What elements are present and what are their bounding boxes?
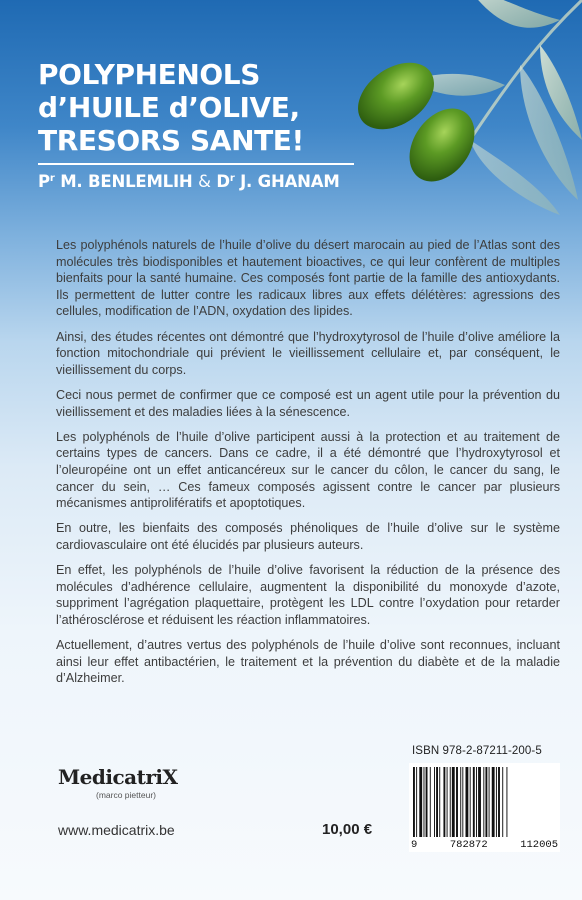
publisher-logo	[58, 765, 198, 800]
paragraph: En effet, les polyphénols de l’huile d’olive favorisent la réduction de la présence des molécules d’adhérence cellulaire, augmentent la disponibilité du monoxyde d’azote, suppriment l’agrégation plaquettaire, protègent les LDL contre l’oxydation pour retarder l’athérosclérose et réduisent les réaction inflammatoires.	[56, 563, 560, 627]
publisher-subtitle: (marco pietteur)	[96, 790, 156, 800]
book-title	[38, 58, 378, 157]
barcode-digit-group-1: 782872	[449, 839, 488, 851]
author-2-prefix: D	[216, 172, 230, 191]
isbn-label: ISBN 978-2-87211-200-5	[412, 745, 542, 757]
author-1-name: M. BENLEMLIH	[60, 172, 193, 191]
authors-ampersand: &	[198, 172, 211, 191]
barcode-digit-lead: 9	[411, 839, 418, 851]
barcode	[409, 763, 560, 852]
title-line-2: d’HUILE d’OLIVE,	[38, 91, 300, 124]
barcode-digit-group-2: 112005	[520, 839, 558, 851]
title-line-3: TRESORS SANTE!	[38, 124, 304, 157]
paragraph: Ceci nous permet de confirmer que ce composé est un agent utile pour la prévention du vieillissement et des maladies liées à la sénescence.	[56, 387, 560, 419]
publisher-website: www.medicatrix.be	[58, 822, 175, 838]
paragraph: Les polyphénols naturels de l’huile d’olive du désert marocain au pied de l’Atlas sont des molécules très biodisponibles et hautement bioactives, ce qui leur confèrent de multiples bienfaits pour la santé humaine. Ces composés font partie de la famille des antioxydants. Ils permettent de lutter contre les radicaux libres aux effets délétères: agressions des cellules, modification de l’ADN, oxydation des lipides.	[56, 238, 560, 319]
paragraph: Les polyphénols de l’huile d’olive participent aussi à la protection et au traitement de certains types de cancers. Dans ce cadre, il a été démontré que l’hydroxytyrosol et l’oleuropéine ont un effet anticancéreux sur le cancer du côlon, le cancer du sang, le cancer du sein, … Ces fameux composés agissent contre le cancer par plusieurs mécanismes antiprolifératifs et apoptotiques.	[56, 429, 560, 511]
paragraph: Ainsi, des études récentes ont démontré que l’hydroxytyrosol de l’huile d’olive améliore la fonction mitochondriale qui prévient le vieillissement cellulaire et, par conséquent, le vieillissement du corps.	[56, 329, 560, 377]
price: 10,00 €	[322, 821, 373, 838]
title-line-1: POLYPHENOLS	[38, 58, 261, 91]
paragraph: Actuellement, d’autres vertus des polyphénols de l’huile d’olive sont reconnues, incluant ainsi leur effet antibactérien, le traitement et la prévention du diabète et de la maladie d’Alzheimer.	[56, 638, 560, 686]
author-2-prefix-sup: r	[229, 173, 235, 184]
authors-line	[38, 172, 340, 191]
author-2-name: J. GHANAM	[240, 172, 340, 191]
author-1-prefix-sup: r	[49, 173, 55, 184]
author-1-prefix: P	[38, 172, 50, 191]
back-cover-text	[56, 237, 560, 695]
barcode-bars	[409, 763, 560, 839]
publisher-logo-name: MedicatriX	[58, 765, 178, 789]
title-divider	[38, 163, 354, 165]
paragraph: En outre, les bienfaits des composés phénoliques de l’huile d’olive sur le système cardiovasculaire ont été élucidés par plusieurs auteurs.	[56, 521, 560, 552]
barcode-digits	[409, 839, 560, 851]
